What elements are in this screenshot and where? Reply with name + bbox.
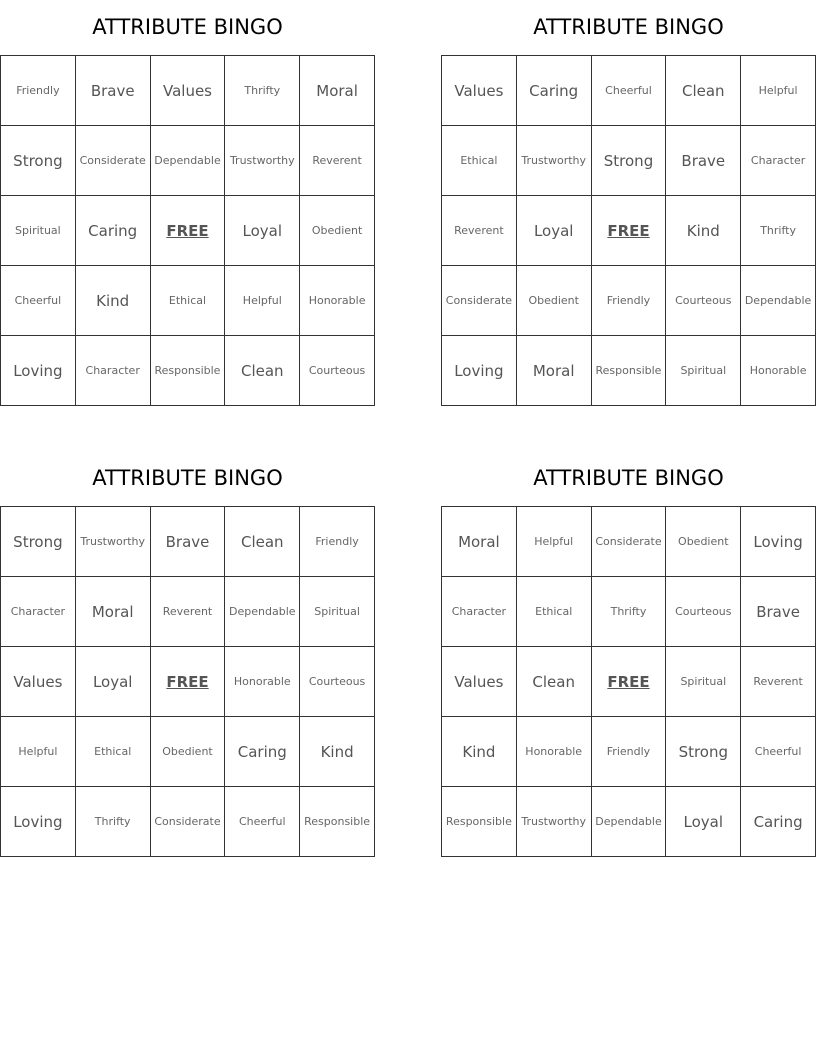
card-title: ATTRIBUTE BINGO	[533, 15, 724, 39]
bingo-cell: Honorable	[300, 266, 375, 336]
bingo-cell: Loving	[1, 787, 76, 857]
bingo-cell: Cheerful	[1, 266, 76, 336]
bingo-cell: Dependable	[741, 266, 816, 336]
bingo-cell: Helpful	[741, 56, 816, 126]
bingo-cell: Ethical	[442, 126, 517, 196]
bingo-grid	[0, 55, 375, 406]
bingo-cell: Kind	[76, 266, 151, 336]
bingo-cell: Courteous	[300, 336, 375, 406]
bingo-cell: Responsible	[592, 336, 667, 406]
free-space-cell: FREE	[592, 196, 667, 266]
bingo-cell: Moral	[76, 577, 151, 647]
bingo-cell: Thrifty	[592, 577, 667, 647]
bingo-cell: Friendly	[300, 507, 375, 577]
bingo-cell: Obedient	[151, 717, 226, 787]
bingo-cell: Thrifty	[76, 787, 151, 857]
bingo-cell: Character	[1, 577, 76, 647]
bingo-cell: Loyal	[666, 787, 741, 857]
bingo-cell: Values	[442, 56, 517, 126]
bingo-cell: Values	[442, 647, 517, 717]
bingo-cell: Kind	[300, 717, 375, 787]
bingo-cell: Friendly	[592, 266, 667, 336]
bingo-cell: Strong	[1, 507, 76, 577]
bingo-cell: Values	[151, 56, 226, 126]
bingo-cell: Spiritual	[1, 196, 76, 266]
bingo-cell: Considerate	[442, 266, 517, 336]
bingo-cell: Cheerful	[741, 717, 816, 787]
bingo-cell: Honorable	[517, 717, 592, 787]
card-title: ATTRIBUTE BINGO	[533, 466, 724, 490]
bingo-cell: Character	[76, 336, 151, 406]
bingo-cell: Thrifty	[225, 56, 300, 126]
bingo-cell: Loyal	[76, 647, 151, 717]
bingo-cell: Strong	[592, 126, 667, 196]
bingo-cell: Brave	[666, 126, 741, 196]
bingo-cell: Reverent	[300, 126, 375, 196]
bingo-cell: Trustworthy	[76, 507, 151, 577]
bingo-cell: Helpful	[225, 266, 300, 336]
bingo-cell: Trustworthy	[517, 126, 592, 196]
bingo-cell: Caring	[741, 787, 816, 857]
bingo-cell: Considerate	[76, 126, 151, 196]
bingo-cell: Ethical	[517, 577, 592, 647]
bingo-cell: Honorable	[741, 336, 816, 406]
bingo-cell: Brave	[741, 577, 816, 647]
bingo-cell: Loyal	[225, 196, 300, 266]
bingo-cell: Loving	[1, 336, 76, 406]
bingo-cell: Cheerful	[225, 787, 300, 857]
bingo-cell: Courteous	[666, 577, 741, 647]
card-title: ATTRIBUTE BINGO	[92, 15, 283, 39]
bingo-cell: Moral	[442, 507, 517, 577]
bingo-cell: Loving	[741, 507, 816, 577]
bingo-cell: Values	[1, 647, 76, 717]
free-space-cell: FREE	[151, 647, 226, 717]
bingo-cell: Spiritual	[300, 577, 375, 647]
card-title: ATTRIBUTE BINGO	[92, 466, 283, 490]
bingo-cell: Dependable	[225, 577, 300, 647]
bingo-cell: Considerate	[151, 787, 226, 857]
bingo-cell: Reverent	[741, 647, 816, 717]
bingo-cell: Courteous	[300, 647, 375, 717]
bingo-cell: Moral	[517, 336, 592, 406]
bingo-cell: Clean	[225, 507, 300, 577]
bingo-grid	[441, 506, 816, 857]
bingo-card-3	[0, 451, 375, 857]
bingo-cell: Obedient	[666, 507, 741, 577]
bingo-card-2	[441, 0, 816, 406]
bingo-cell: Responsible	[151, 336, 226, 406]
bingo-cell: Ethical	[76, 717, 151, 787]
bingo-cell: Responsible	[442, 787, 517, 857]
bingo-cell: Thrifty	[741, 196, 816, 266]
bingo-cell: Ethical	[151, 266, 226, 336]
free-space-cell: FREE	[151, 196, 226, 266]
bingo-cell: Brave	[76, 56, 151, 126]
bingo-cell: Loving	[442, 336, 517, 406]
free-space-cell: FREE	[592, 647, 667, 717]
bingo-card-4	[441, 451, 816, 857]
bingo-cell: Reverent	[151, 577, 226, 647]
bingo-cell: Dependable	[151, 126, 226, 196]
bingo-cell: Helpful	[517, 507, 592, 577]
bingo-cell: Dependable	[592, 787, 667, 857]
bingo-cell: Courteous	[666, 266, 741, 336]
bingo-cell: Strong	[1, 126, 76, 196]
bingo-cell: Considerate	[592, 507, 667, 577]
bingo-cell: Clean	[517, 647, 592, 717]
bingo-cell: Trustworthy	[225, 126, 300, 196]
bingo-grid	[0, 506, 375, 857]
bingo-cell: Responsible	[300, 787, 375, 857]
bingo-cell: Spiritual	[666, 336, 741, 406]
bingo-cell: Moral	[300, 56, 375, 126]
bingo-cell: Honorable	[225, 647, 300, 717]
bingo-cell: Caring	[225, 717, 300, 787]
bingo-cell: Friendly	[1, 56, 76, 126]
bingo-cell: Brave	[151, 507, 226, 577]
bingo-cell: Helpful	[1, 717, 76, 787]
bingo-cell: Clean	[666, 56, 741, 126]
bingo-cell: Caring	[76, 196, 151, 266]
bingo-cell: Spiritual	[666, 647, 741, 717]
bingo-cell: Character	[442, 577, 517, 647]
bingo-card-1	[0, 0, 375, 406]
bingo-cell: Kind	[666, 196, 741, 266]
bingo-cell: Clean	[225, 336, 300, 406]
bingo-cell: Trustworthy	[517, 787, 592, 857]
bingo-cell: Caring	[517, 56, 592, 126]
bingo-cell: Kind	[442, 717, 517, 787]
bingo-cell: Cheerful	[592, 56, 667, 126]
bingo-cell: Loyal	[517, 196, 592, 266]
bingo-cell: Strong	[666, 717, 741, 787]
bingo-cell: Reverent	[442, 196, 517, 266]
bingo-grid	[441, 55, 816, 406]
bingo-cell: Friendly	[592, 717, 667, 787]
bingo-cell: Obedient	[300, 196, 375, 266]
bingo-cell: Character	[741, 126, 816, 196]
bingo-cell: Obedient	[517, 266, 592, 336]
